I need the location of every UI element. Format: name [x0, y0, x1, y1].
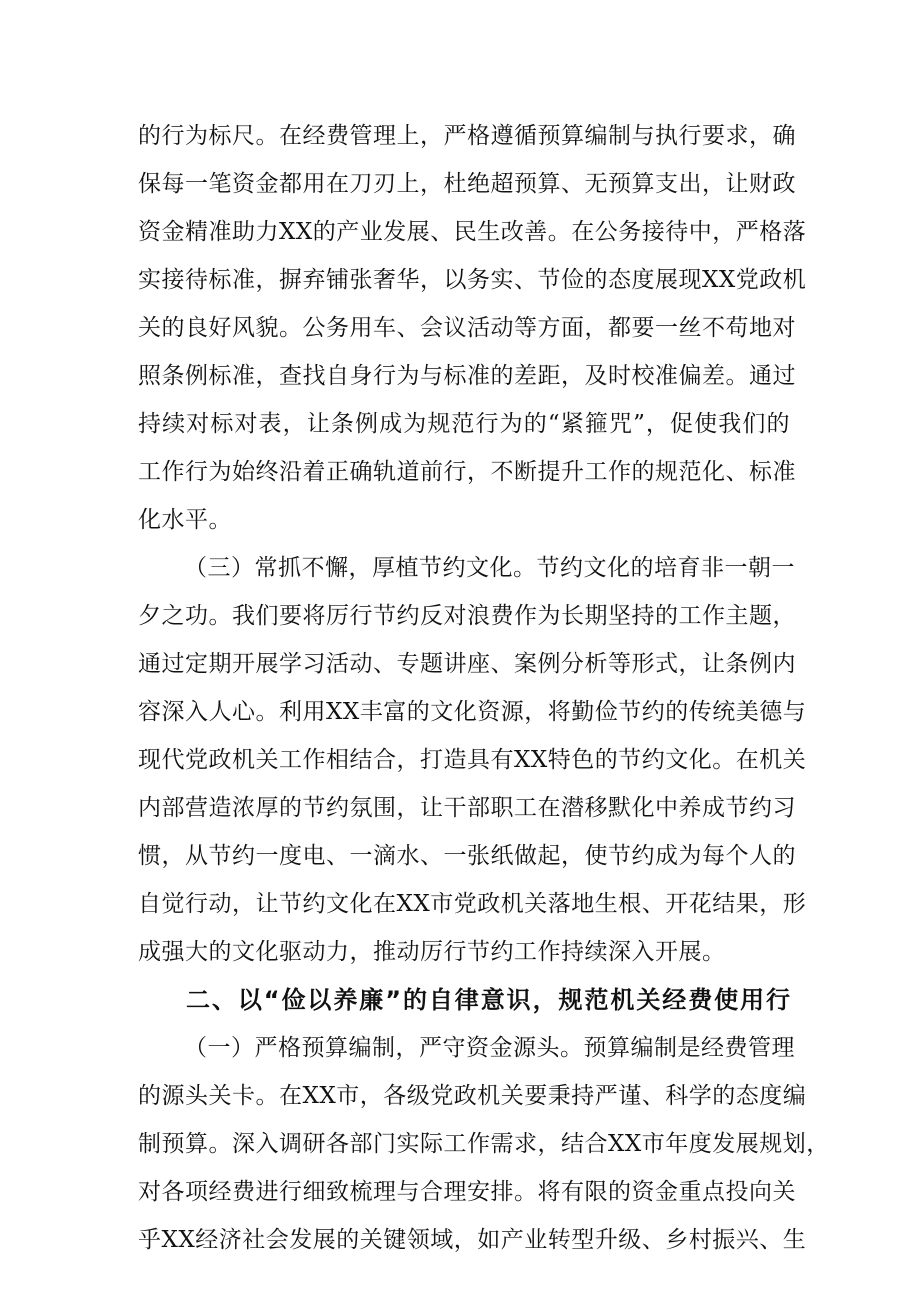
paragraph-1-line-7: 持续对标对表，让条例成为规范行为的“紧箍咒”，促使我们的 — [138, 411, 790, 437]
paragraph-3-line-5: 乎XX经济社会发展的关键领域，如产业转型升级、乡村振兴、生 — [138, 1227, 807, 1253]
section-heading: 二、以“俭以养廉”的自律意识，规范机关经费使用行 — [186, 986, 790, 1014]
paragraph-1-line-2: 保每一笔资金都用在刀刃上，杜绝超预算、无预算支出，让财政 — [138, 171, 796, 197]
paragraph-1-line-6: 照条例标准，查找自身行为与标准的差距，及时校准偏差。通过 — [138, 363, 796, 389]
paragraph-1-line-1: 的行为标尺。在经费管理上，严格遵循预算编制与执行要求，确 — [138, 123, 796, 149]
paragraph-2-line-9: 成强大的文化驱动力，推动厉行节约工作持续深入开展。 — [138, 939, 726, 965]
paragraph-1-line-8: 工作行为始终沿着正确轨道前行，不断提升工作的规范化、标准 — [138, 459, 796, 485]
paragraph-2-line-8: 自觉行动，让节约文化在XX市党政机关落地生根、开花结果，形 — [138, 891, 807, 917]
paragraph-1-line-4: 实接待标准，摒弃铺张奢华，以务实、节俭的态度展现XX党政机 — [138, 267, 807, 293]
paragraph-3-line-1: （一）严格预算编制，严守资金源头。预算编制是经费管理 — [184, 1035, 795, 1061]
paragraph-3-line-3: 制预算。深入调研各部门实际工作需求，结合XX市年度发展规划， — [138, 1131, 830, 1157]
paragraph-1-line-9: 化水平。 — [138, 507, 232, 533]
paragraph-2-line-7: 惯，从节约一度电、一滴水、一张纸做起，使节约成为每个人的 — [138, 843, 796, 869]
paragraph-2-line-6: 内部营造浓厚的节约氛围，让干部职工在潜移默化中养成节约习 — [138, 795, 796, 821]
paragraph-1-line-5: 关的良好风貌。公务用车、会议活动等方面，都要一丝不苟地对 — [138, 315, 796, 341]
paragraph-2-line-2: 夕之功。我们要将厉行节约反对浪费作为长期坚持的工作主题， — [138, 603, 796, 629]
paragraph-2-line-1: （三）常抓不懈，厚植节约文化。节约文化的培育非一朝一 — [184, 555, 795, 581]
paragraph-3-line-4: 对各项经费进行细致梳理与合理安排。将有限的资金重点投向关 — [138, 1179, 796, 1205]
paragraph-2-line-5: 现代党政机关工作相结合，打造具有XX特色的节约文化。在机关 — [138, 747, 807, 773]
paragraph-3-line-2: 的源头关卡。在XX市，各级党政机关要秉持严谨、科学的态度编 — [138, 1083, 807, 1109]
paragraph-2-line-3: 通过定期开展学习活动、专题讲座、案例分析等形式，让条例内 — [138, 651, 796, 677]
paragraph-2-line-4: 容深入人心。利用XX丰富的文化资源，将勤俭节约的传统美德与 — [138, 699, 807, 725]
paragraph-1-line-3: 资金精准助力XX的产业发展、民生改善。在公务接待中，严格落 — [138, 219, 807, 245]
